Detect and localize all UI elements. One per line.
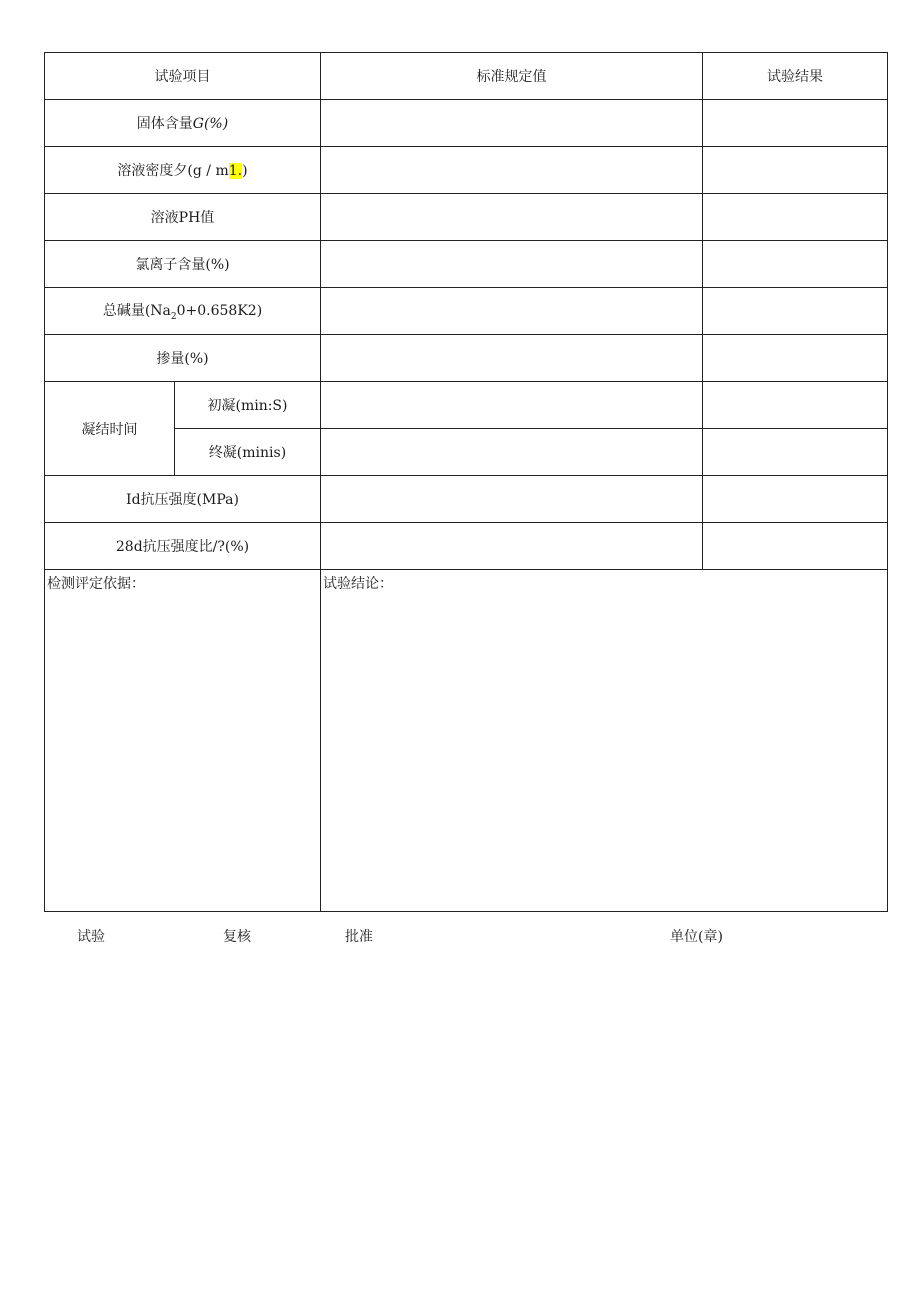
standard-value-cell[interactable] [321, 382, 703, 429]
result-cell[interactable] [703, 147, 888, 194]
tester-signature-label: 试验 [77, 929, 105, 945]
header-test-item: 试验项目 [45, 53, 321, 100]
test-conclusion-field[interactable] [321, 570, 888, 912]
row-label-solution-ph: 溶液PH值 [45, 194, 321, 241]
solid-content-unit: G(%) [192, 116, 229, 132]
result-cell[interactable] [703, 523, 888, 570]
density-highlight: 1. [228, 163, 243, 179]
unit-stamp-label: 单位(章) [670, 929, 723, 945]
standard-value-cell[interactable] [321, 288, 703, 335]
standard-value-cell[interactable] [321, 100, 703, 147]
result-cell[interactable] [703, 382, 888, 429]
table-row [45, 147, 888, 194]
result-cell[interactable] [703, 288, 888, 335]
standard-value-cell[interactable] [321, 429, 703, 476]
table-row [45, 288, 888, 335]
approver-signature-label: 批准 [345, 929, 373, 945]
table-row [45, 100, 888, 147]
test-report-table [44, 52, 888, 912]
row-label-28d-strength-ratio: 28d抗压强度比/?(%) [45, 523, 321, 570]
row-label-setting-time: 凝结时间 [45, 382, 175, 476]
header-test-result: 试验结果 [703, 53, 888, 100]
table-row [45, 382, 888, 429]
result-cell[interactable] [703, 100, 888, 147]
result-cell[interactable] [703, 241, 888, 288]
density-text: 溶液密度夕(g / m [117, 163, 229, 179]
table-row [45, 194, 888, 241]
sub-label-final-setting: 终凝(minis) [175, 429, 321, 476]
row-label-dosage: 掺量(%) [45, 335, 321, 382]
standard-value-cell[interactable] [321, 194, 703, 241]
density-close: ) [242, 163, 248, 179]
result-cell[interactable] [703, 194, 888, 241]
reviewer-signature-label: 复核 [223, 929, 251, 945]
row-label-solution-density [45, 147, 321, 194]
standard-value-cell[interactable] [321, 523, 703, 570]
row-label-total-alkali [45, 288, 321, 335]
table-row [45, 335, 888, 382]
result-cell[interactable] [703, 476, 888, 523]
result-cell[interactable] [703, 429, 888, 476]
table-row [45, 476, 888, 523]
solid-content-text: 固体含量 [136, 116, 193, 132]
evaluation-basis-field[interactable] [45, 570, 321, 912]
alkali-pre: 总碱量(Na [102, 303, 171, 320]
header-row [45, 53, 888, 100]
standard-value-cell[interactable] [321, 335, 703, 382]
evaluation-basis-label: 检测评定依据： [47, 576, 145, 592]
test-conclusion-label: 试验结论： [323, 576, 393, 592]
table-row [45, 523, 888, 570]
alkali-post: 0+0.658K2) [176, 303, 263, 320]
notes-row [45, 570, 888, 912]
row-label-chloride-content: 氯离子含量(%) [45, 241, 321, 288]
standard-value-cell[interactable] [321, 476, 703, 523]
row-label-1d-strength: Id抗压强度(MPa) [45, 476, 321, 523]
alkali-subscript: 2 [170, 311, 177, 322]
sub-label-initial-setting: 初凝(min:S) [175, 382, 321, 429]
result-cell[interactable] [703, 335, 888, 382]
standard-value-cell[interactable] [321, 147, 703, 194]
row-label-solid-content [45, 100, 321, 147]
table-row [45, 241, 888, 288]
header-standard-value: 标准规定值 [321, 53, 703, 100]
standard-value-cell[interactable] [321, 241, 703, 288]
